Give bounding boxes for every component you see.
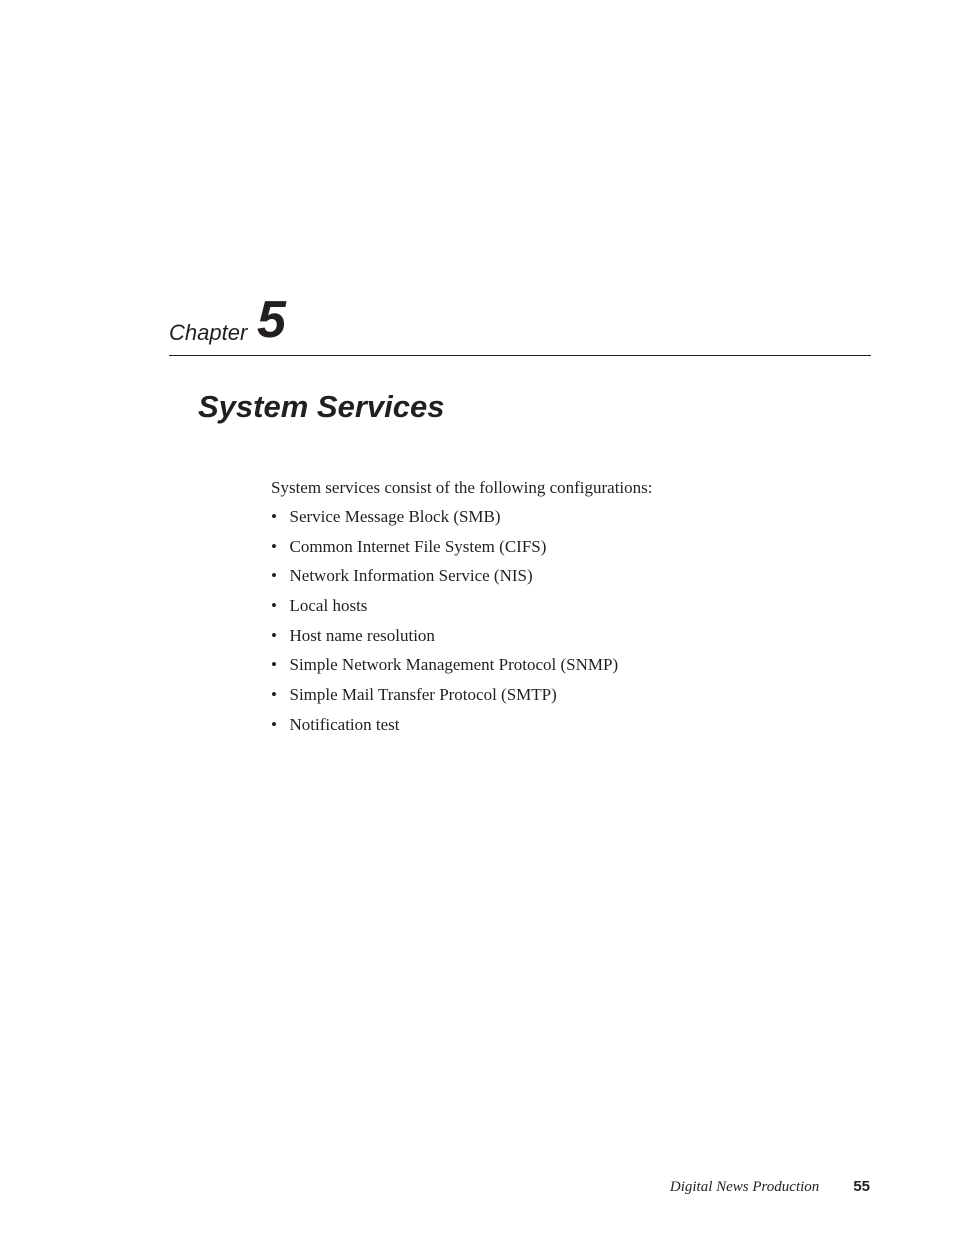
chapter-label: Chapter bbox=[169, 320, 248, 345]
bullet-icon: • bbox=[271, 655, 277, 675]
bullet-icon: • bbox=[271, 507, 277, 526]
bullet-icon: • bbox=[271, 596, 277, 616]
bullet-icon: • bbox=[271, 536, 277, 556]
chapter-header bbox=[169, 292, 871, 356]
list-item bbox=[271, 595, 831, 625]
bullet-icon: • bbox=[271, 714, 277, 734]
bullet-icon: • bbox=[271, 625, 277, 645]
list-item-text: Simple Mail Transfer Protocol (SMTP) bbox=[289, 685, 557, 705]
list-item bbox=[271, 565, 831, 595]
list-item bbox=[271, 536, 831, 566]
chapter-title: System Services bbox=[198, 389, 445, 424]
list-item-text: Local hosts bbox=[289, 596, 368, 616]
chapter-divider bbox=[169, 355, 871, 356]
chapter-number: 5 bbox=[257, 291, 286, 349]
list-item bbox=[271, 714, 831, 744]
list-item-text: Host name resolution bbox=[289, 625, 435, 645]
page-number: 55 bbox=[853, 1178, 870, 1195]
list-item bbox=[271, 625, 831, 655]
list-item bbox=[271, 654, 831, 684]
body-text bbox=[271, 477, 831, 744]
footer-book-title: Digital News Production bbox=[669, 1179, 820, 1195]
list-item-text: Network Information Service (NIS) bbox=[289, 566, 533, 586]
bullet-icon: • bbox=[271, 685, 277, 705]
list-item bbox=[271, 684, 831, 714]
bullet-icon: • bbox=[271, 566, 277, 586]
list-item-text: Common Internet File System (CIFS) bbox=[289, 536, 547, 556]
list-item-text: Service Message Block (SMB) bbox=[289, 507, 501, 526]
page-footer bbox=[670, 1178, 870, 1196]
services-list bbox=[271, 506, 831, 744]
list-item bbox=[271, 506, 831, 536]
list-item-text: Simple Network Management Protocol (SNMP) bbox=[289, 655, 619, 675]
intro-paragraph: System services consist of the following configurations: bbox=[271, 478, 653, 497]
list-item-text: Notification test bbox=[289, 714, 400, 734]
